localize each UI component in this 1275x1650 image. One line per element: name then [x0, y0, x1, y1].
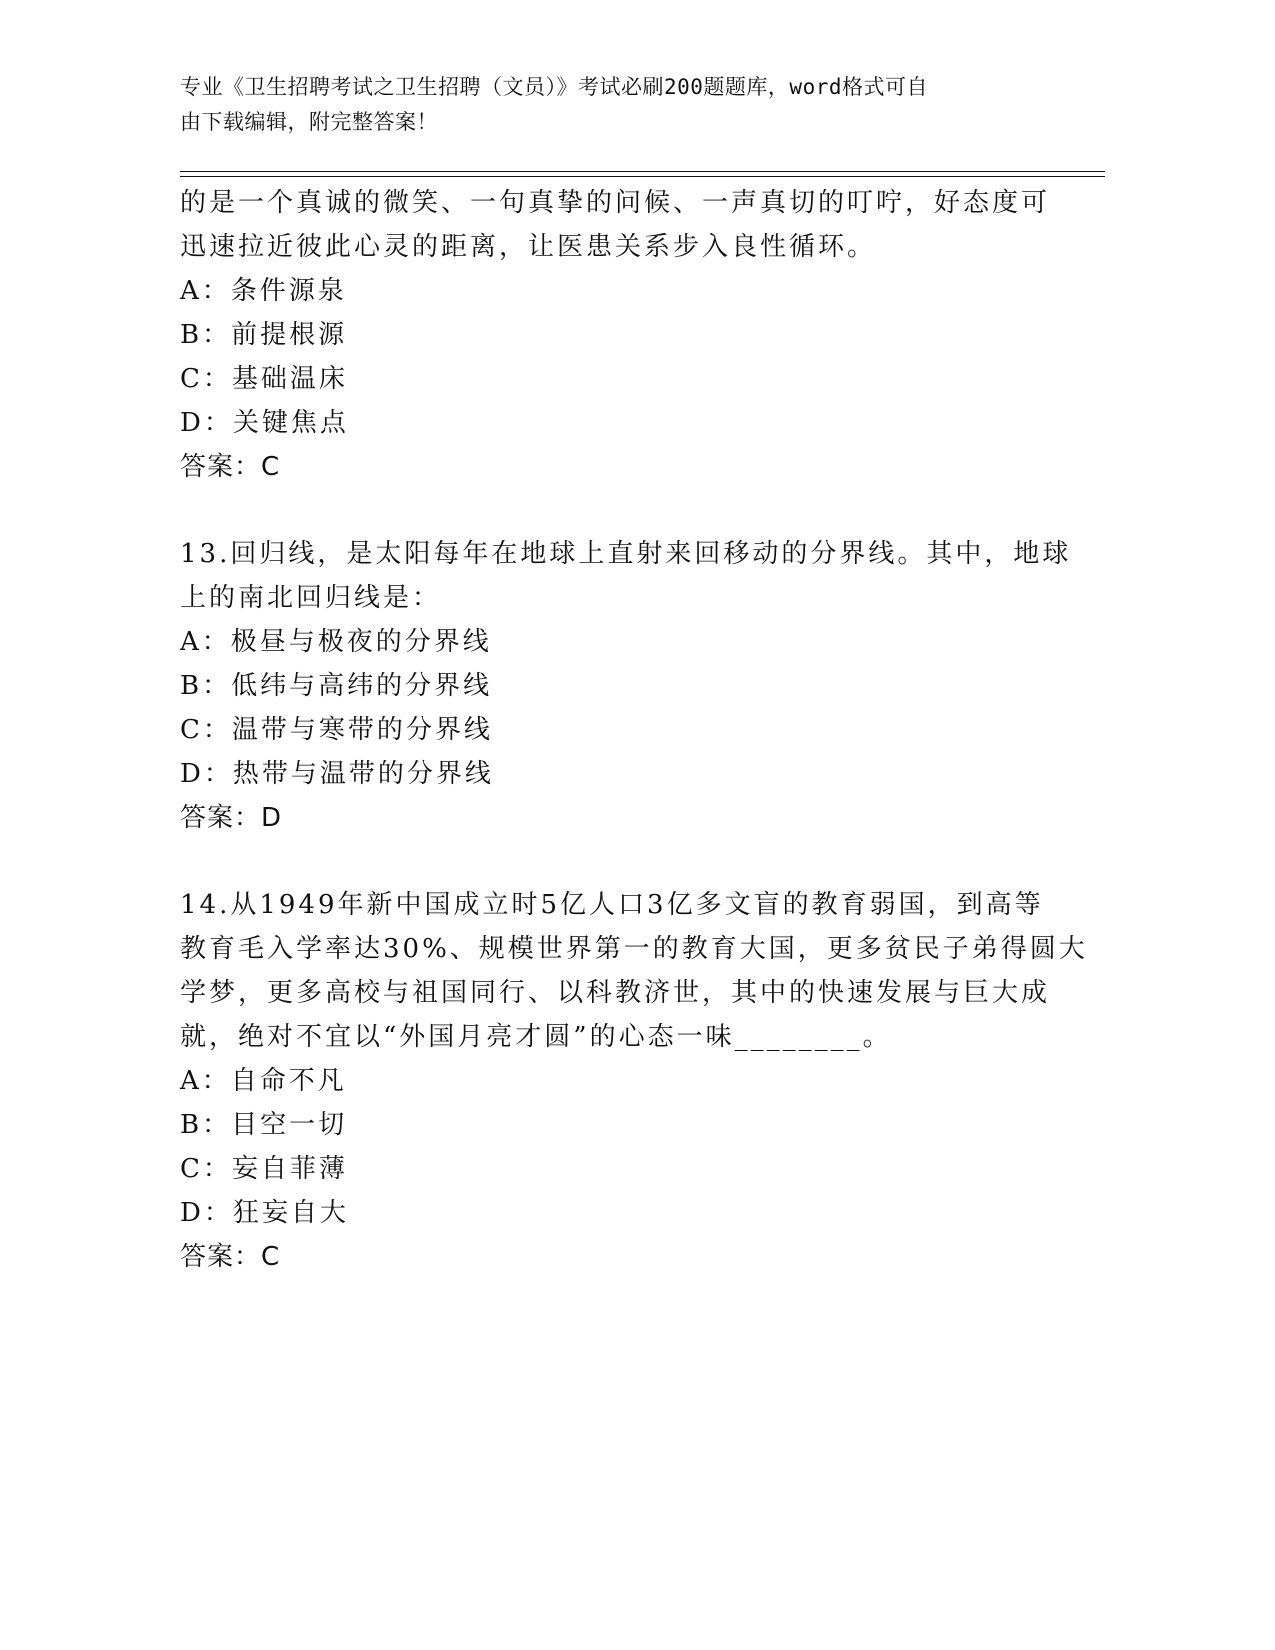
spacer: [180, 489, 1050, 532]
option-a: A：自命不凡: [180, 1066, 347, 1096]
header-line-1: 专业《卫生招聘考试之卫生招聘（文员）》考试必刷200题题库，word格式可自: [180, 75, 928, 99]
header-line-2: 由下载编辑，附完整答案！: [180, 110, 438, 134]
question-stem-line: 学梦，更多高校与祖国同行、以科教济世，其中的快速发展与巨大成: [180, 978, 1051, 1008]
answer-line: 答案：C: [180, 1242, 281, 1272]
option-b: B：目空一切: [180, 1110, 348, 1140]
answer-line: 答案：D: [180, 803, 283, 833]
question-list: [180, 181, 1088, 1279]
option-d: D：热带与温带的分界线: [180, 759, 494, 789]
question-block: [180, 883, 1088, 1279]
document-header: [180, 70, 1060, 140]
option-b: B：前提根源: [180, 320, 348, 350]
option-a: A：条件源泉: [180, 276, 347, 306]
option-c: C：基础温床: [180, 364, 348, 394]
option-a: A：极昼与极夜的分界线: [180, 627, 492, 657]
question-stem-line: 13.回归线，是太阳每年在地球上直射来回移动的分界线。其中，地球: [180, 539, 1072, 569]
answer-line: 答案：C: [180, 452, 281, 482]
question-stem-line: 教育毛入学率达30%、规模世界第一的教育大国，更多贫民子弟得圆大: [180, 934, 1088, 964]
option-c: C：温带与寒带的分界线: [180, 715, 493, 745]
question-block: [180, 532, 1072, 840]
spacer: [180, 840, 1050, 883]
question-block: [180, 181, 1050, 489]
option-b: B：低纬与高纬的分界线: [180, 671, 493, 701]
question-stem-line: 的是一个真诚的微笑、一句真挚的问候、一声真切的叮咛，好态度可: [180, 188, 1051, 218]
question-stem-line: 就，绝对不宜以“外国月亮才圆”的心态一味________。: [180, 1022, 892, 1052]
option-d: D：关键焦点: [180, 408, 349, 438]
question-stem-line: 迅速拉近彼此心灵的距离，让医患关系步入良性循环。: [180, 232, 877, 262]
question-stem-line: 14.从1949年新中国成立时5亿人口3亿多文盲的教育弱国，到高等: [180, 890, 1044, 920]
option-c: C：妄自菲薄: [180, 1154, 348, 1184]
header-divider-top: [180, 171, 1105, 172]
question-stem-line: 上的南北回归线是：: [180, 583, 442, 613]
header-divider-bottom: [180, 176, 1105, 177]
option-d: D：狂妄自大: [180, 1198, 349, 1228]
